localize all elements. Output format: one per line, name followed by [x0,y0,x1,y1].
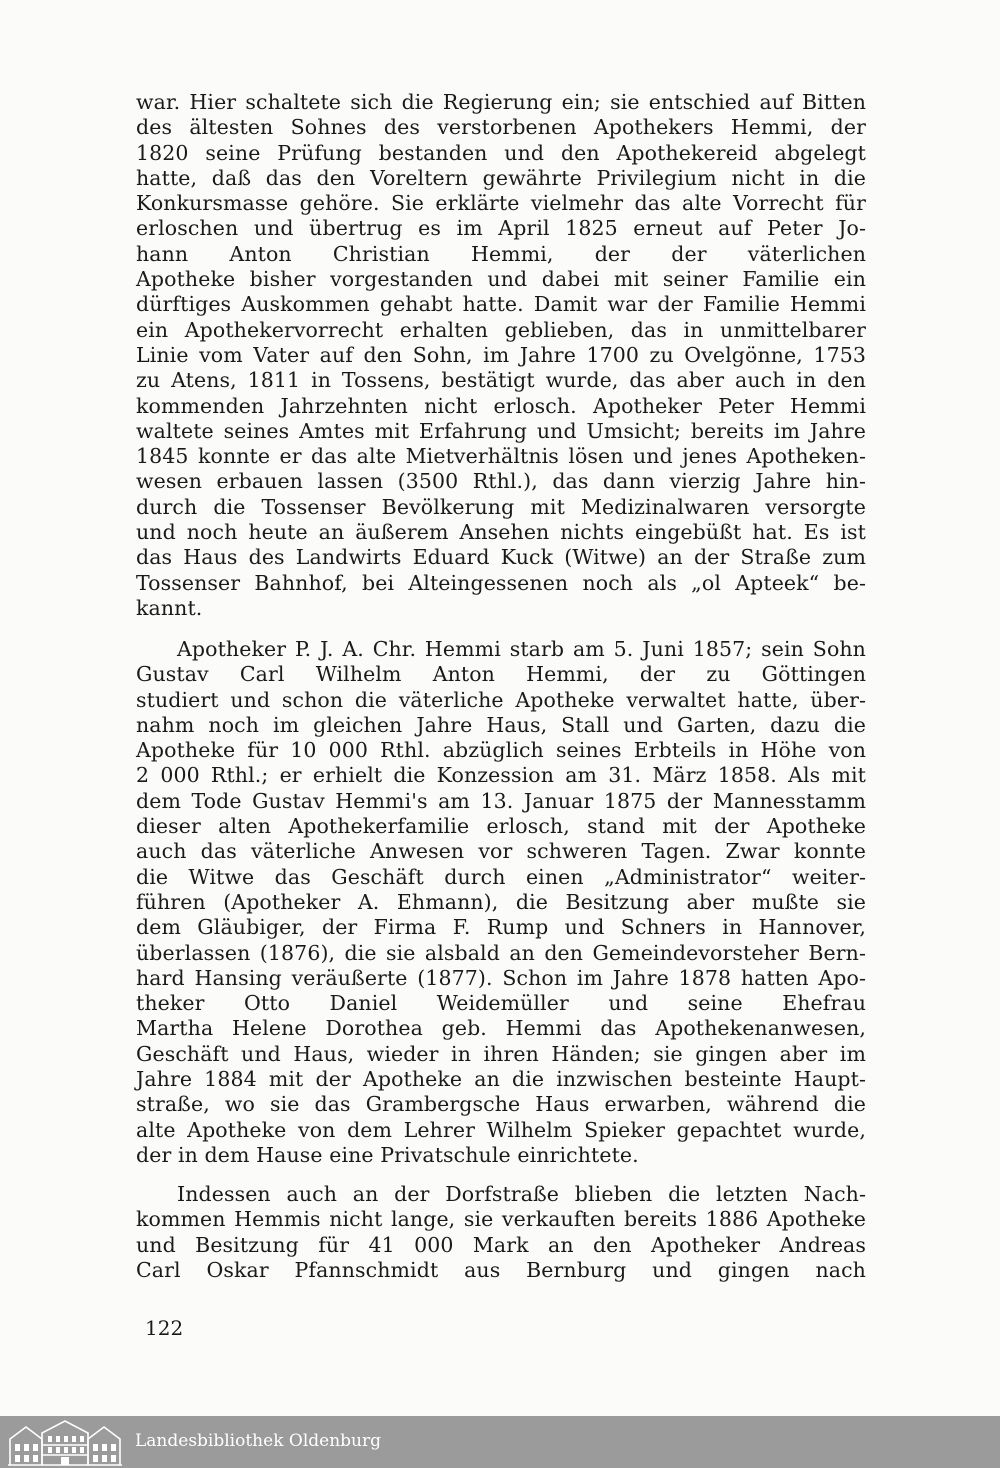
text-line: wesen erbauen lassen (3500 Rthl.), das dann vierzig Jahre hin- [136,469,866,494]
text-line: des ältesten Sohnes des verstorbenen Apothekers Hemmi, der [136,115,866,140]
text-line: Apotheke bisher vorgestanden und dabei mit seiner Familie ein [136,267,866,292]
text-line: erloschen und übertrug es im April 1825 erneut auf Peter Jo- [136,216,866,241]
text-line: die Witwe das Geschäft durch einen „Administrator“ weiter- [136,864,866,889]
paragraph-2 [136,637,866,1168]
library-building-icon [6,1417,124,1467]
text-line: und Besitzung für 41 000 Mark an den Apotheker Andreas [136,1232,866,1257]
footer-bar [0,1416,1000,1468]
text-line: überlassen (1876), die sie alsbald an den Gemeindevorsteher Bern- [136,940,866,965]
text-line: Indessen auch an der Dorfstraße blieben die letzten Nach- [177,1182,866,1206]
text-line: ein Apothekervorrecht erhalten geblieben, das in unmittelbarer [136,317,866,342]
text-line: hard Hansing veräußerte (1877). Schon im Jahre 1878 hatten Apo- [136,965,866,990]
text-line: das Haus des Landwirts Eduard Kuck (Witwe) an der Straße zum [136,545,866,570]
text-line: hatte, daß das den Voreltern gewährte Privilegium nicht in die [136,165,866,190]
text-line: kommen Hemmis nicht lange, sie verkauften bereits 1886 Apotheke [136,1207,866,1232]
text-line: Linie vom Vater auf den Sohn, im Jahre 1700 zu Ovelgönne, 1753 [136,342,866,367]
text-line: dürftiges Auskommen gehabt hatte. Damit war der Familie Hemmi [136,292,866,317]
text-line: war. Hier schaltete sich die Regierung ein; sie entschied auf Bitten [136,90,866,114]
text-line: studiert und schon die väterliche Apotheke verwaltet hatte, über- [136,687,866,712]
page-number: 122 [145,1316,184,1340]
text-line: Apotheker P. J. A. Chr. Hemmi starb am 5. Juni 1857; sein Sohn [177,637,866,661]
text-line: kannt. [136,595,203,620]
text-line: dem Gläubiger, der Firma F. Rump und Schners in Hannover, [136,915,866,940]
text-line: auch das väterliche Anwesen vor schweren Tagen. Zwar konnte [136,839,866,864]
text-line: durch die Tossenser Bevölkerung mit Medizinalwaren versorgte [136,494,866,519]
text-line: dem Tode Gustav Hemmi's am 13. Januar 1875 der Mannesstamm [136,788,866,813]
text-line: 1845 konnte er das alte Mietverhältnis lösen und jenes Apotheken- [136,444,866,469]
text-line: waltete seines Amtes mit Erfahrung und Umsicht; bereits im Jahre [136,418,866,443]
text-line: und noch heute an äußerem Ansehen nichts eingebüßt hat. Es ist [136,520,866,545]
text-line: alte Apotheke von dem Lehrer Wilhelm Spieker gepachtet wurde, [136,1117,866,1142]
text-line: Geschäft und Haus, wieder in ihren Händen; sie gingen aber im [136,1041,866,1066]
text-line: hann Anton Christian Hemmi, der der väterlichen [136,241,866,266]
text-line: straße, wo sie das Grambergsche Haus erwarben, während die [136,1092,866,1117]
paragraph-1 [136,90,866,621]
text-line: Konkursmasse gehöre. Sie erklärte vielmehr das alte Vorrecht für [136,191,866,216]
text-line: nahm noch im gleichen Jahre Haus, Stall und Garten, dazu die [136,712,866,737]
text-line: der in dem Hause eine Privatschule einrichtete. [136,1142,639,1167]
library-name: Landesbibliothek Oldenburg [135,1431,382,1451]
text-line: Jahre 1884 mit der Apotheke an die inzwischen besteinte Haupt- [136,1067,866,1092]
text-line: zu Atens, 1811 in Tossens, bestätigt wurde, das aber auch in den [136,368,866,393]
text-line: führen (Apotheker A. Ehmann), die Besitzung aber mußte sie [136,889,866,914]
text-line: Tossenser Bahnhof, bei Alteingessenen noch als „ol Apteek“ be- [136,570,866,595]
text-line: Gustav Carl Wilhelm Anton Hemmi, der zu Göttingen [136,662,866,687]
text-line: Carl Oskar Pfannschmidt aus Bernburg und gingen nach [136,1257,866,1282]
text-line: Martha Helene Dorothea geb. Hemmi das Apothekenanwesen, [136,1016,866,1041]
text-line: 2 000 Rthl.; er erhielt die Konzession am 31. März 1858. Als mit [136,763,866,788]
text-line: theker Otto Daniel Weidemüller und seine Ehefrau [136,991,866,1016]
text-line: 1820 seine Prüfung bestanden und den Apothekereid abgelegt [136,140,866,165]
paragraph-3 [136,1182,866,1283]
text-line: dieser alten Apothekerfamilie erlosch, stand mit der Apotheke [136,814,866,839]
text-line: kommenden Jahrzehnten nicht erlosch. Apotheker Peter Hemmi [136,393,866,418]
text-line: Apotheke für 10 000 Rthl. abzüglich seines Erbteils in Höhe von [136,738,866,763]
